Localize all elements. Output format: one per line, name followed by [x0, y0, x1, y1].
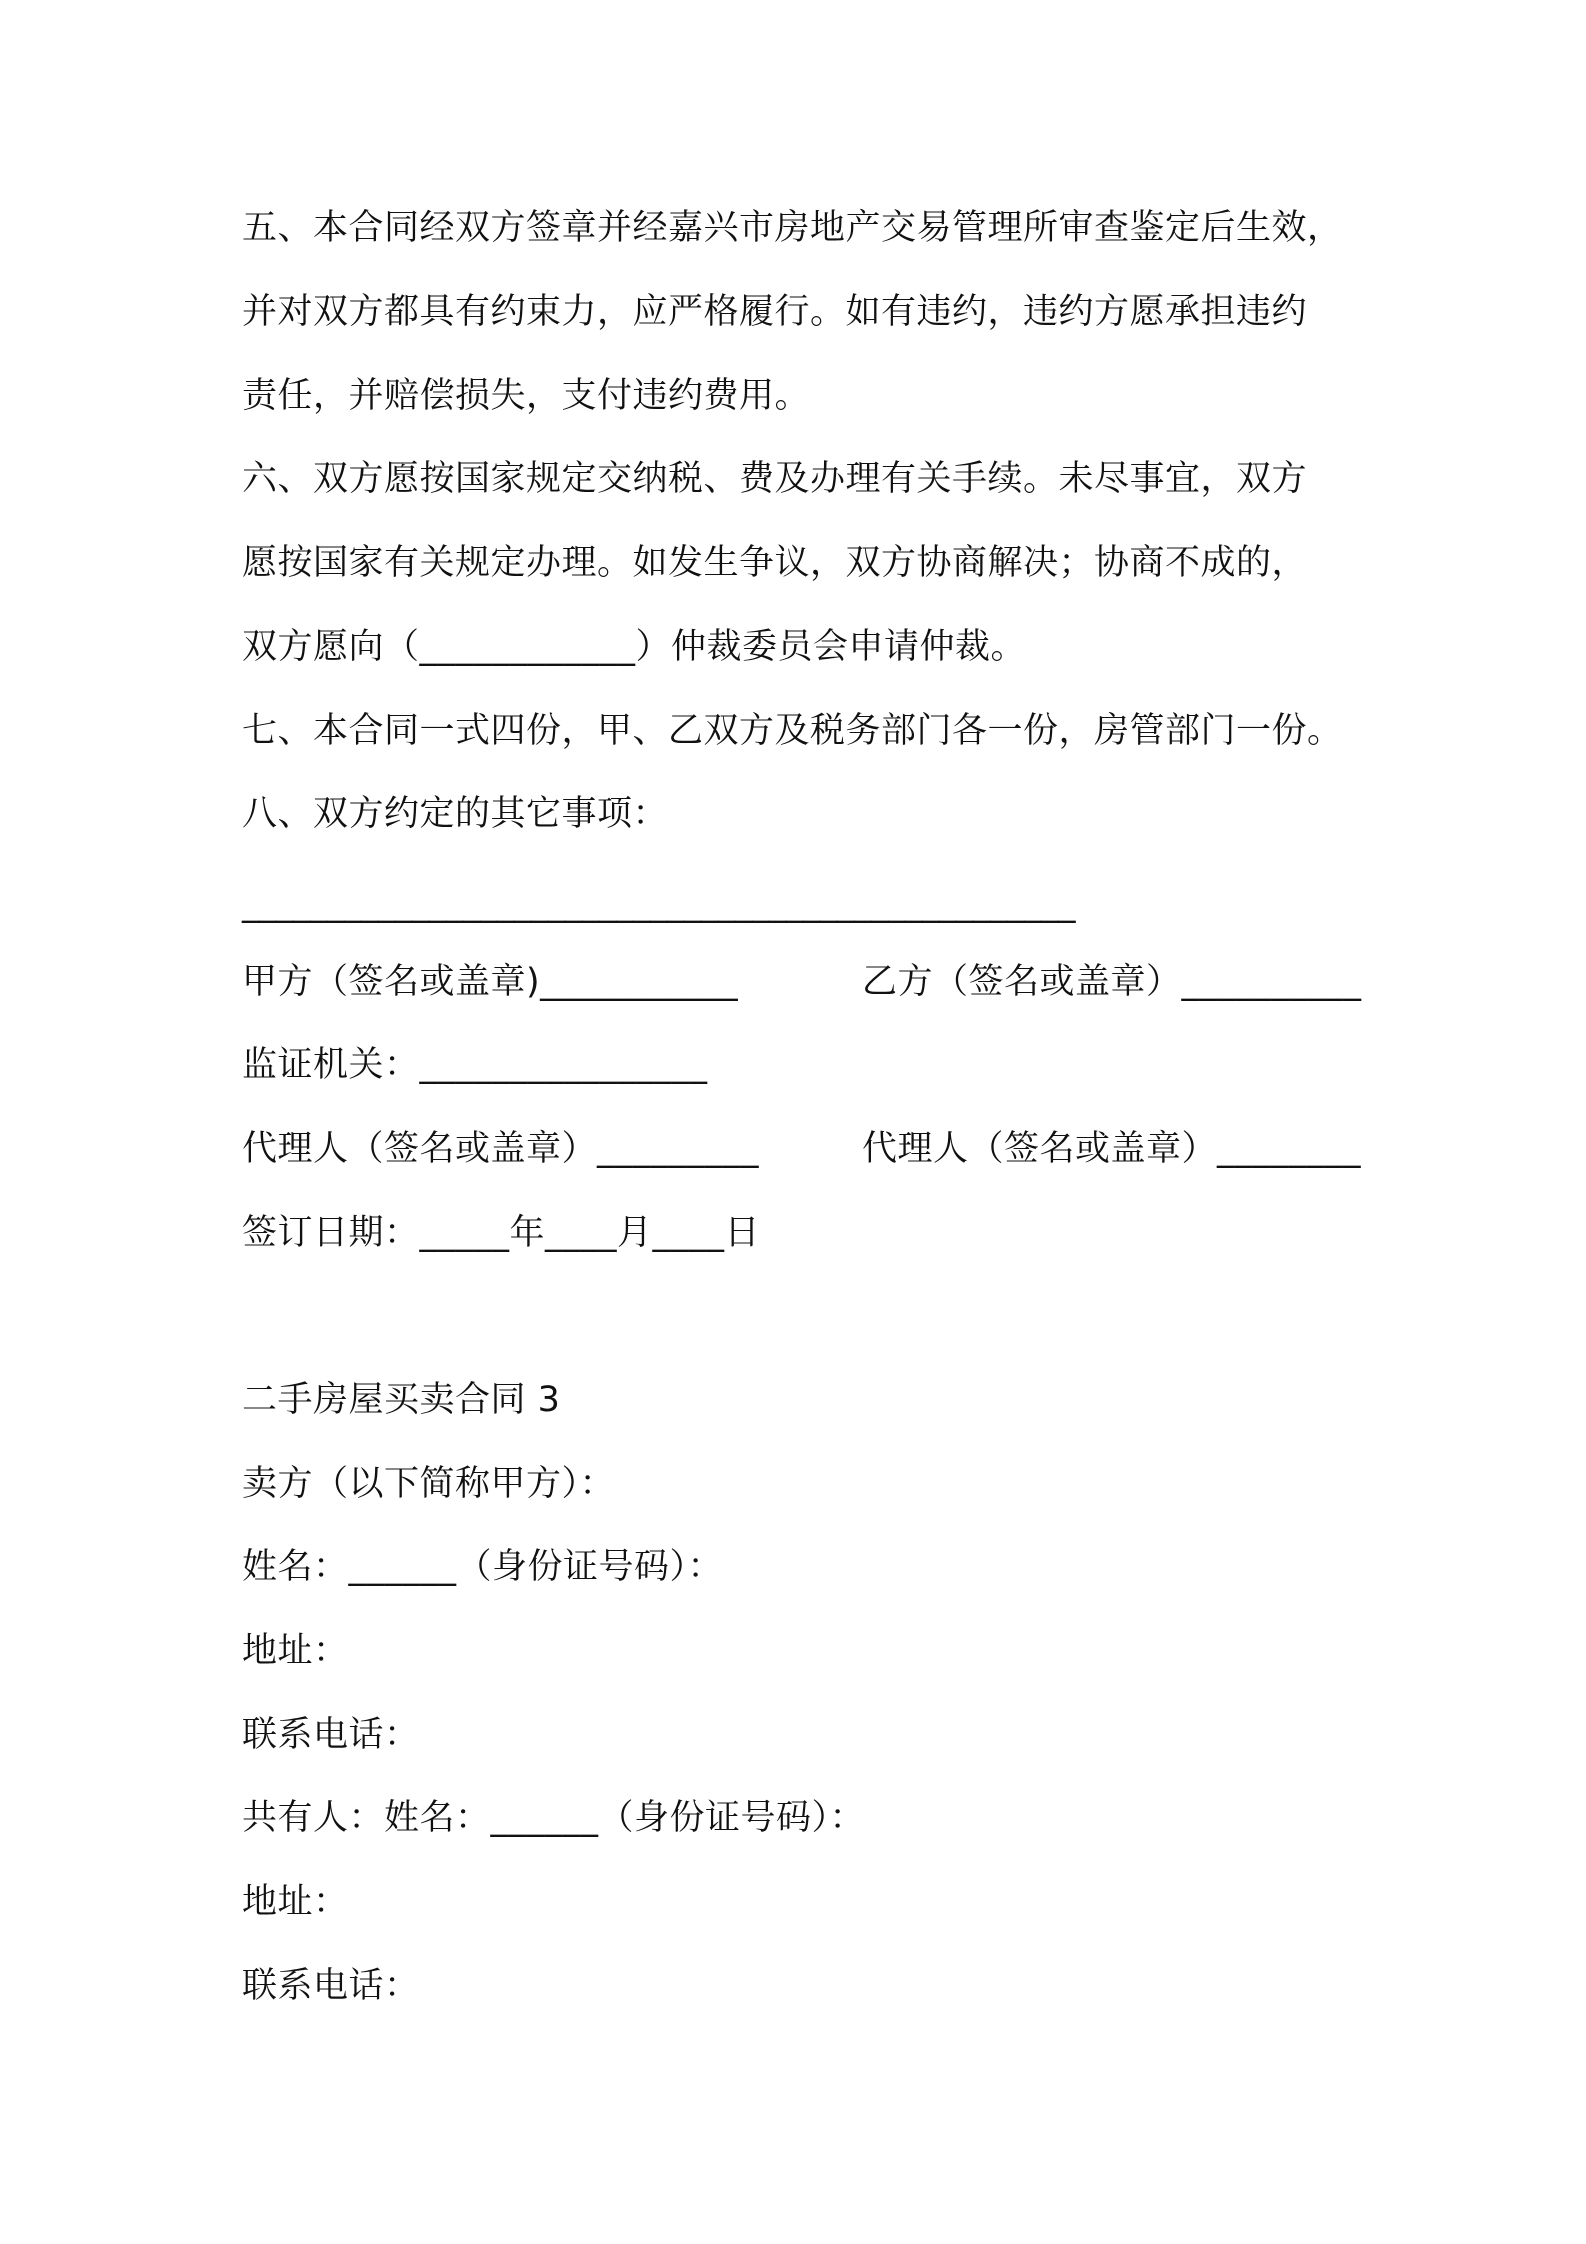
clause-8: 八、双方约定的其它事项：	[242, 794, 669, 834]
clause-6-line-2: 愿按国家有关规定办理。如发生争议，双方协商解决；协商不成的，	[242, 543, 1308, 583]
clause-6-line-1: 六、双方愿按国家规定交纳税、费及办理有关手续。未尽事宜，双方	[242, 459, 1308, 499]
supervisor-signature: 监证机关：________________	[242, 1045, 708, 1085]
co-owner-name-line: 共有人：姓名：______（身份证号码）：	[242, 1798, 866, 1838]
signing-date: 签订日期：_____年____月____日	[242, 1213, 761, 1253]
clause-5-line-1: 五、本合同经双方签章并经嘉兴市房地产交易管理所审查鉴定后生效，	[242, 208, 1343, 248]
co-owner-phone-line: 联系电话：	[242, 1966, 420, 2006]
clause-5-line-3: 责任，并赔偿损失，支付违约费用。	[242, 376, 811, 416]
agent-a-signature: 代理人（签名或盖章）_________	[242, 1129, 760, 1169]
seller-phone-line: 联系电话：	[242, 1715, 420, 1755]
clause-6-line-3: 双方愿向（____________）仲裁委员会申请仲裁。	[242, 627, 1027, 667]
seller-heading: 卖方（以下简称甲方）：	[242, 1464, 616, 1504]
co-owner-address-line: 地址：	[242, 1882, 349, 1922]
clause-5-line-2: 并对双方都具有约束力，应严格履行。如有违约，违约方愿承担违约	[242, 292, 1308, 332]
other-matters-blank-line: _________________________________________________	[242, 884, 1075, 924]
agent-b-signature: 代理人（签名或盖章）________	[862, 1129, 1362, 1169]
seller-address-line: 地址：	[242, 1631, 349, 1671]
party-a-signature: 甲方（签名或盖章)___________	[242, 962, 739, 1002]
seller-name-line: 姓名：______（身份证号码）：	[242, 1547, 724, 1587]
party-b-signature: 乙方（签名或盖章）__________	[862, 962, 1362, 1002]
contract-3-title: 二手房屋买卖合同 3	[242, 1380, 561, 1420]
clause-7: 七、本合同一式四份，甲、乙双方及税务部门各一份，房管部门一份。	[242, 711, 1343, 751]
